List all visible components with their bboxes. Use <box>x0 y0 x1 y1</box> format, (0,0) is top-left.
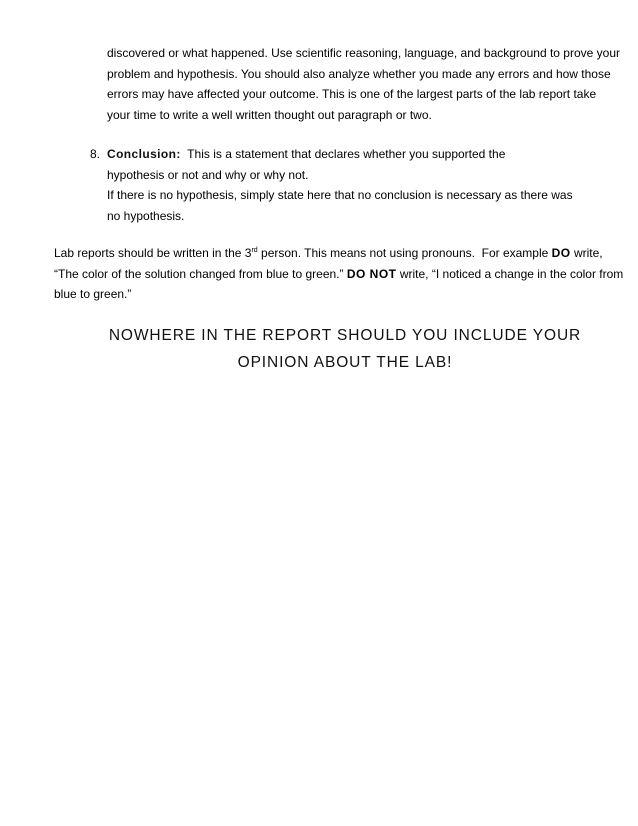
opinion-warning-callout <box>60 322 630 376</box>
conclusion-term: Conclusion: <box>107 147 181 161</box>
third-person-text: “The color of the solution changed from blue to green.” <box>54 266 347 281</box>
third-person-text: write, <box>570 246 603 260</box>
callout-line-2: OPINION ABOUT THE LAB! <box>237 354 453 371</box>
do-not-emphasis: DO NOT <box>346 266 397 281</box>
analysis-continuation <box>107 43 620 125</box>
analysis-line-1: discovered or what happened. Use scientific reasoning, language, and background to prove your <box>107 46 620 60</box>
conclusion-line-3: If there is no hypothesis, simply state here that no conclusion is necessary as there was <box>107 188 573 202</box>
third-person-text: Lab reports should be written in the 3 <box>54 246 252 260</box>
third-person-text: write, “I noticed a change in the color from <box>396 266 624 281</box>
list-item-body <box>107 144 607 226</box>
third-person-line-2 <box>54 264 624 285</box>
ordinal-superscript: rd <box>251 247 258 254</box>
analysis-line-4: your time to write a well written thought out paragraph or two. <box>107 107 432 122</box>
analysis-line-2: problem and hypothesis. You should also analyze whether you made any errors and how those <box>107 66 611 81</box>
analysis-line-3: errors may have affected your outcome. This is one of the largest parts of the lab report take <box>107 87 597 101</box>
list-item-number: 8. <box>90 147 101 161</box>
conclusion-line-4: no hypothesis. <box>107 208 185 223</box>
third-person-text: person. This means not using pronouns. For example <box>257 246 552 260</box>
third-person-paragraph <box>54 243 624 305</box>
callout-line-1: NOWHERE IN THE REPORT SHOULD YOU INCLUDE YOUR <box>108 327 582 344</box>
conclusion-line-2: hypothesis or not and why or why not. <box>107 167 309 182</box>
do-emphasis: DO <box>551 246 571 260</box>
third-person-line-3: blue to green.” <box>54 287 132 301</box>
conclusion-line-1 <box>107 144 607 165</box>
conclusion-line-1-text: This is a statement that declares whether you supported the <box>180 147 506 161</box>
third-person-line-1 <box>54 243 614 264</box>
